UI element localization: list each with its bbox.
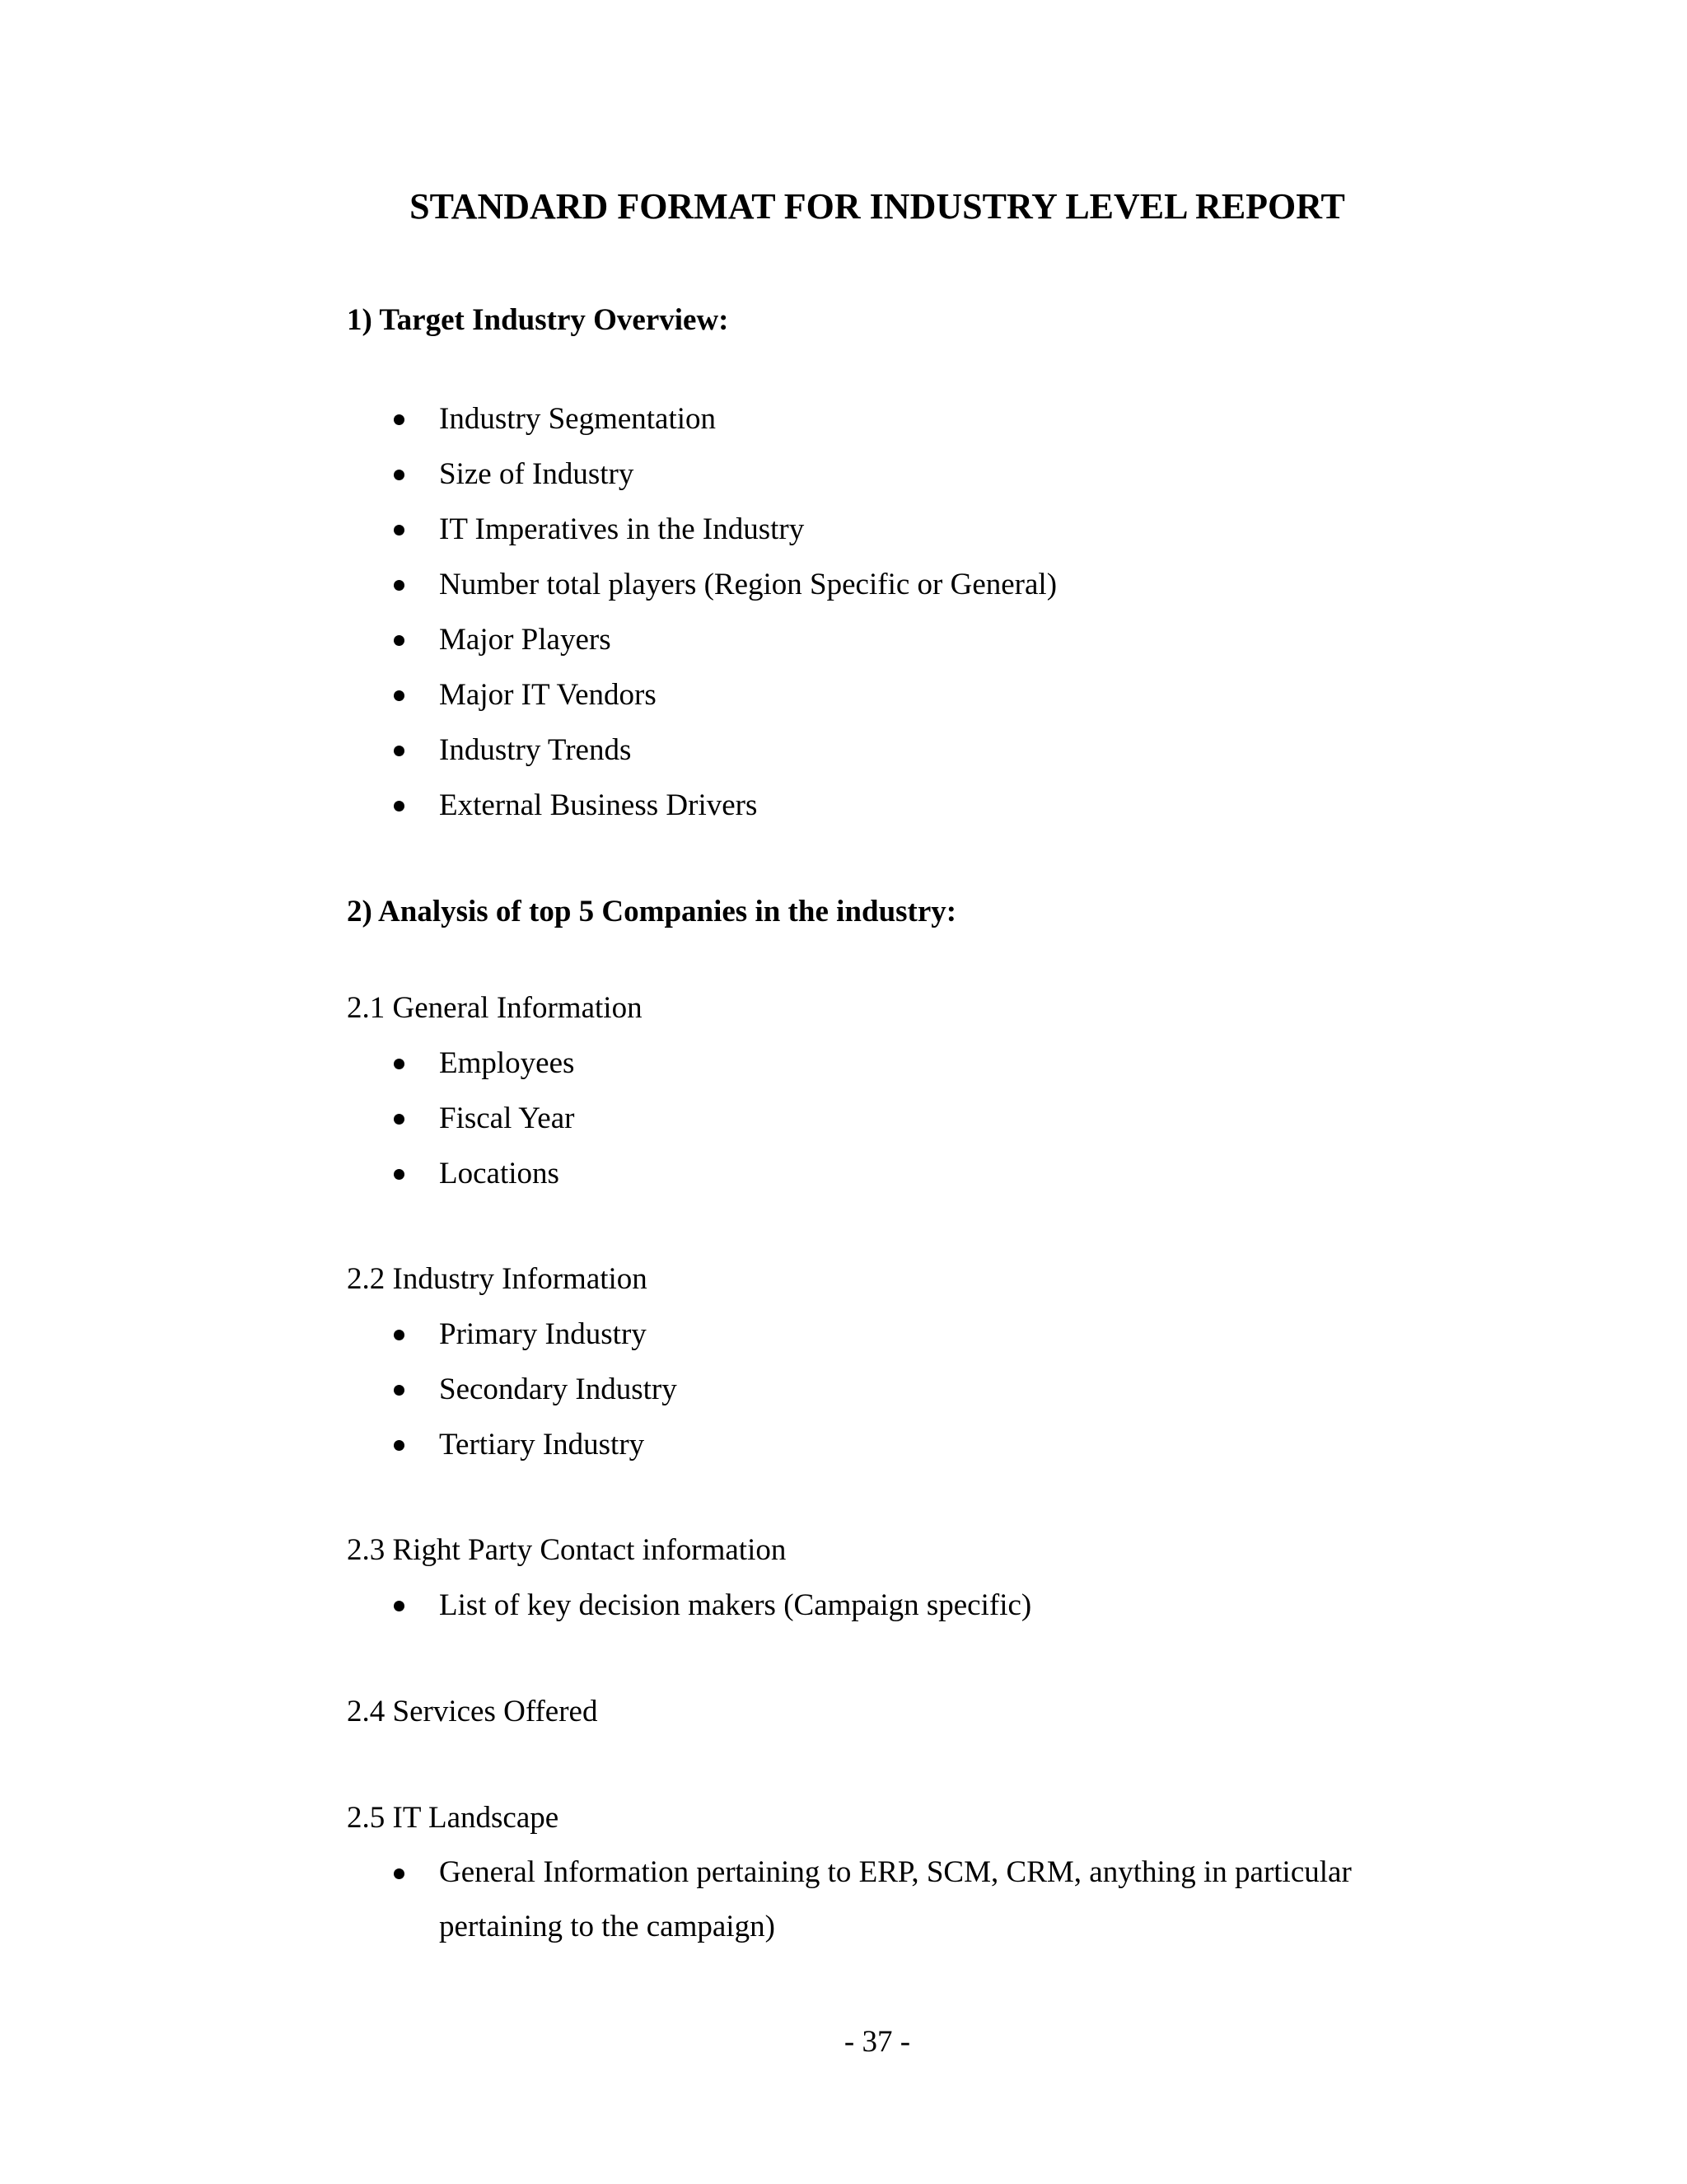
list-item-text: Locations	[439, 1157, 559, 1190]
it-landscape-list	[0, 1845, 1378, 1954]
bullet-icon	[394, 1114, 404, 1125]
bullet-icon	[394, 1440, 404, 1451]
list-item	[0, 1362, 1469, 1417]
list-item	[0, 1417, 1469, 1472]
list-item	[0, 1091, 1469, 1146]
subheading-it-landscape: 2.5 IT Landscape	[347, 1801, 559, 1835]
list-item-text: Tertiary Industry	[439, 1428, 645, 1461]
list-item-text: External Business Drivers	[439, 788, 758, 822]
right-party-contact-list	[0, 1578, 1469, 1633]
bullet-icon	[394, 1385, 404, 1396]
bullet-icon	[394, 414, 404, 425]
subheading-general-information: 2.1 General Information	[347, 991, 643, 1025]
list-item	[0, 667, 1469, 723]
bullet-icon	[394, 1169, 404, 1180]
bullet-icon	[394, 525, 404, 535]
section-heading-target-industry-overview: 1) Target Industry Overview:	[347, 303, 729, 337]
page-number: - 37 -	[844, 2025, 911, 2059]
list-item	[0, 1307, 1469, 1362]
subheading-right-party-contact: 2.3 Right Party Contact information	[347, 1533, 787, 1567]
list-item-text: Major IT Vendors	[439, 678, 657, 712]
list-item-text: Industry Segmentation	[439, 402, 717, 436]
list-item	[0, 778, 1469, 833]
bullet-icon	[394, 580, 404, 591]
list-item-text: Major Players	[439, 623, 611, 657]
bullet-icon	[394, 746, 404, 756]
list-item	[0, 391, 1469, 447]
bullet-icon	[394, 1059, 404, 1069]
target-industry-overview-list	[0, 391, 1469, 833]
list-item	[0, 1578, 1469, 1633]
list-item-text: List of key decision makers (Campaign specific)	[439, 1588, 1032, 1622]
list-item-text: General Information pertaining to ERP, SCM, CRM, anything in particular pertaining to the campaign)	[439, 1855, 1352, 1943]
page-title: STANDARD FORMAT FOR INDUSTRY LEVEL REPORT	[409, 186, 1345, 227]
general-information-list	[0, 1036, 1469, 1201]
bullet-icon	[394, 470, 404, 480]
list-item	[0, 723, 1469, 778]
bullet-icon	[394, 1601, 404, 1611]
subheading-industry-information: 2.2 Industry Information	[347, 1262, 647, 1296]
list-item	[0, 502, 1469, 557]
bullet-icon	[394, 1868, 404, 1879]
bullet-icon	[394, 801, 404, 811]
list-item-text: Secondary Industry	[439, 1373, 677, 1406]
list-item-text: Size of Industry	[439, 457, 634, 491]
list-item-text: IT Imperatives in the Industry	[439, 512, 805, 546]
list-item	[0, 1036, 1469, 1091]
bullet-icon	[394, 1330, 404, 1340]
list-item-text: Employees	[439, 1046, 575, 1080]
list-item	[0, 612, 1469, 667]
list-item	[0, 447, 1469, 502]
section-heading-company-analysis: 2) Analysis of top 5 Companies in the industry:	[347, 895, 957, 928]
list-item-text: Fiscal Year	[439, 1101, 575, 1135]
list-item-text: Industry Trends	[439, 733, 632, 767]
bullet-icon	[394, 690, 404, 701]
list-item	[0, 1845, 1378, 1954]
list-item-text: Number total players (Region Specific or General)	[439, 568, 1058, 601]
subheading-services-offered: 2.4 Services Offered	[347, 1695, 598, 1728]
list-item	[0, 1146, 1469, 1201]
bullet-icon	[394, 635, 404, 646]
industry-information-list	[0, 1307, 1469, 1472]
list-item-text: Primary Industry	[439, 1317, 647, 1351]
list-item	[0, 557, 1469, 612]
